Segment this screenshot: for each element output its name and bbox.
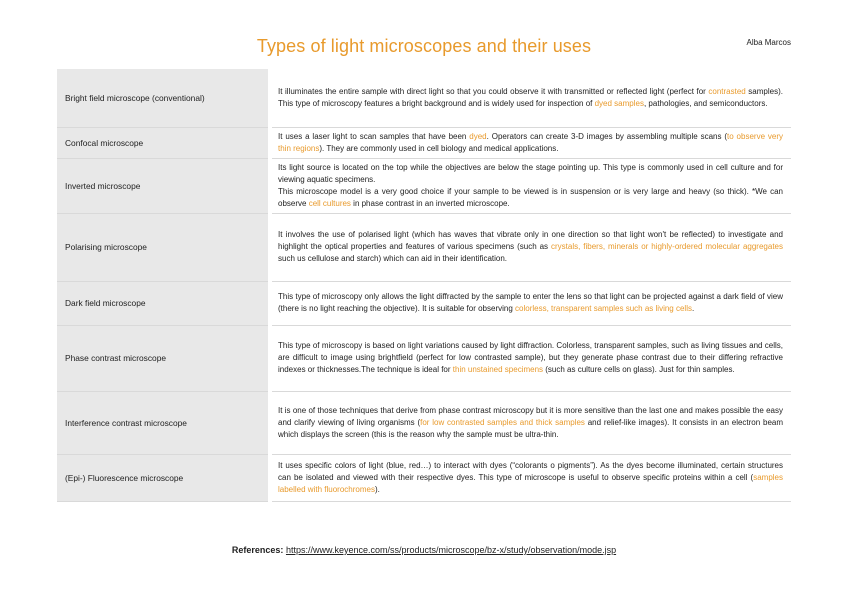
microscope-description xyxy=(270,213,791,281)
microscope-description xyxy=(270,391,791,454)
microscope-table xyxy=(57,69,791,502)
microscope-description xyxy=(270,281,791,325)
highlight-text: crystals, fibers, minerals or highly-ordered molecular aggregates xyxy=(551,242,783,251)
highlight-text: contrasted xyxy=(708,86,746,96)
microscope-name: Inverted microscope xyxy=(57,158,270,213)
description-text: , pathologies, and semiconductors. xyxy=(643,98,768,108)
microscope-name: Phase contrast microscope xyxy=(57,325,270,391)
table-row xyxy=(57,281,791,325)
table-row xyxy=(57,127,791,158)
description-text: It illuminates the entire sample with direct light so that you could observe it with transmitted or reflected light (perfect for xyxy=(278,86,709,96)
microscope-name: Interference contrast microscope xyxy=(57,391,270,454)
description-text: in phase contrast in an inverted microscope. xyxy=(350,198,510,208)
microscope-name: Bright field microscope (conventional) xyxy=(57,69,270,127)
references xyxy=(0,545,848,555)
page-title: Types of light microscopes and their uses xyxy=(256,36,592,56)
author-name: Alba Marcos xyxy=(746,38,791,47)
description-text: This type of microscopy is based on light variations caused by light diffraction. Colorless, transparent samples, such as living tissues and cells, are difficult to image using brightfield (perfect for low contrasted sample), but they generate phase contrast due to their differing refractive indexes or thicknesses.The technique is ideal for xyxy=(278,341,783,374)
highlight-text: dyed xyxy=(469,131,487,141)
microscope-name: Confocal microscope xyxy=(57,127,270,158)
highlight-text: to observe very thin regions xyxy=(278,131,784,153)
references-link[interactable]: https://www.keyence.com/ss/products/microscope/bz-x/study/observation/mode.jsp xyxy=(285,545,617,555)
description-text: It uses a laser light to scan samples that have been xyxy=(278,131,470,141)
description-text: This type of microscopy only allows the light diffracted by the sample to enter the lens so that light can be projected against a dark field of view (there is no light reaching the objective). It is suitable for observing xyxy=(278,292,783,313)
description-text: . Operators can create 3-D images by assembling multiple scans ( xyxy=(486,131,728,141)
highlight-text: colorless, transparent samples such as living cells xyxy=(515,304,692,313)
description-text: It is one of those techniques that derive from phase contrast microscopy but it is more sensitive than the last one and makes possible the easy and clarify viewing of living organisms ( xyxy=(278,405,783,427)
table-row xyxy=(57,69,791,127)
description-text: samples). This type of microscopy features a bright background and is widely used for inspection of xyxy=(278,86,783,108)
microscope-name: Dark field microscope xyxy=(57,281,270,325)
description-text: This microscope model is a very good choice if your sample to be viewed is in suspension or is very large and heavy (so thick). *We can observe xyxy=(278,186,783,208)
table-row xyxy=(57,213,791,281)
table-row xyxy=(57,325,791,391)
description-text: It uses specific colors of light (blue, red…) to interact with dyes (“colorants o pigments”). As the dyes become illuminated, certain structures can be isolated and viewed with their respective dyes. This type of microscope is useful to observe specific proteins within a cell ( xyxy=(278,460,783,482)
references-label: References: xyxy=(231,545,284,555)
description-text: such us cellulose and starch) which can aid in their identification. xyxy=(278,254,508,263)
microscope-description xyxy=(270,69,791,127)
description-text: It involves the use of polarised light (which has waves that vibrate only in one direction so that light won't be reflected) to investigate and highlight the optical properties and features of various specimens (such as xyxy=(278,230,783,251)
microscope-description xyxy=(270,158,791,213)
microscope-description xyxy=(270,325,791,391)
table-row xyxy=(57,454,791,501)
microscope-name: Polarising microscope xyxy=(57,213,270,281)
description-text: Its light source is located on the top while the objectives are below the stage pointing up. This type is commonly used in cell culture and for viewing aquatic specimens. xyxy=(278,162,783,184)
table-row xyxy=(57,391,791,454)
description-text: ). They are commonly used in cell biology and medical applications. xyxy=(319,143,559,153)
highlight-text: for low contrasted samples and thick samples xyxy=(420,417,585,427)
description-text: . xyxy=(691,304,695,313)
description-text: ). xyxy=(374,484,380,494)
microscope-name: (Epi-) Fluorescence microscope xyxy=(57,454,270,501)
table-row xyxy=(57,158,791,213)
highlight-text: cell cultures xyxy=(308,198,351,208)
microscope-description xyxy=(270,127,791,158)
description-text: (such as culture cells on glass). Just for thin samples. xyxy=(543,365,735,374)
description-text: and relief-like images). It consists in an electron beam which displays the screen (this is the reason why the sample must be ultra-thin. xyxy=(278,417,784,439)
highlight-text: dyed samples xyxy=(594,98,644,108)
highlight-text: samples labelled with fluorochromes xyxy=(278,472,783,494)
highlight-text: thin unstained specimens xyxy=(452,365,544,374)
microscope-description xyxy=(270,454,791,501)
